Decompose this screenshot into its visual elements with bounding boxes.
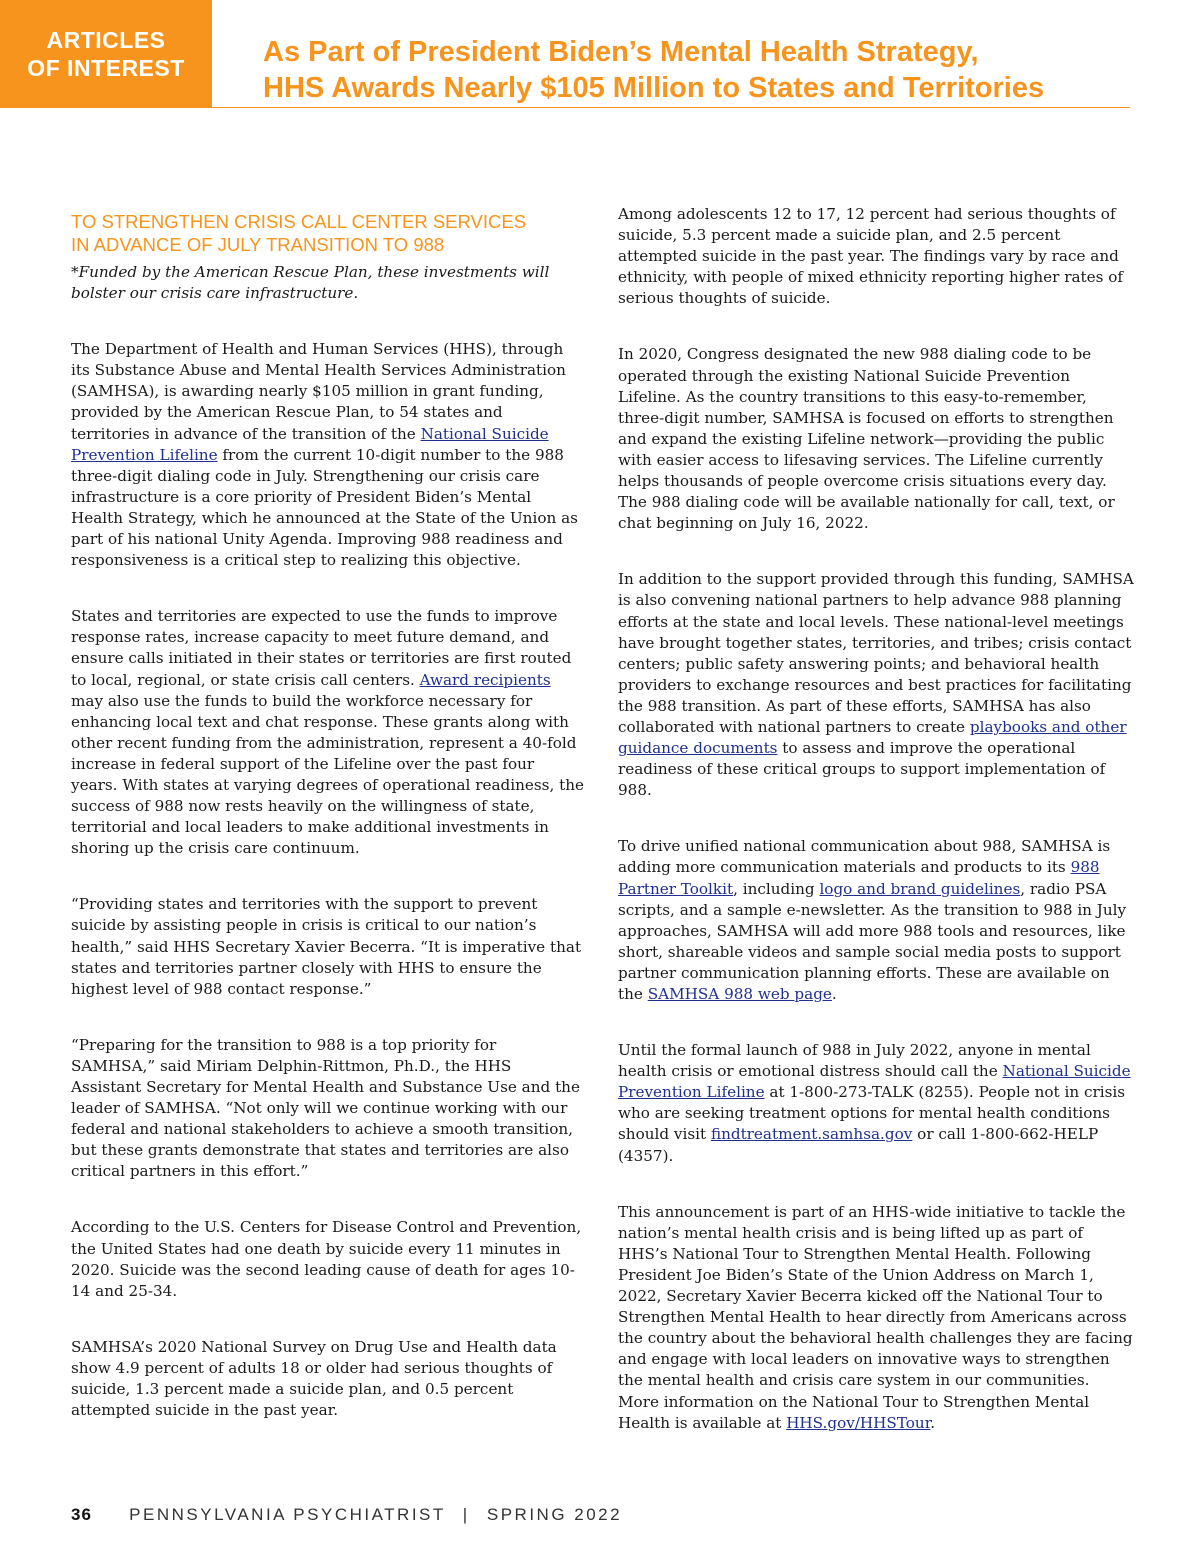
p12-text-a: This announcement is part of an HHS-wide initiative to tackle the nation’s mental health crisis and is being lifted up as part of HHS’s National Tour to Strengthen Mental Health. Following President Joe Biden’s State of the Union Address on March 1, 2022, Secretary Xavier Becerra kicked off the National Tour to Strengthen Mental Health to hear directly from Americans across the country about the behavioral health challenges they are facing and engage with local leaders on innovative ways to strengthen the mental health and crisis care system in our communities. More information on the National Tour to Strengthen Mental Health is available at (618, 1202, 1133, 1432)
paragraph-11 (618, 1040, 1134, 1167)
issue-name: SPRING 2022 (486, 1505, 623, 1524)
headline-line-1: As Part of President Biden’s Mental Health Strategy, (263, 36, 979, 68)
footer-separator: | (462, 1505, 470, 1524)
subheading-line-1: TO STRENGTHEN CRISIS CALL CENTER SERVICES (71, 211, 527, 232)
page-footer (71, 1505, 622, 1525)
section-tag-line-1: ARTICLES (46, 27, 166, 53)
p11-text-a: Until the formal launch of 988 in July 2022, anyone in mental health crisis or emotional distress should call the (618, 1041, 1091, 1081)
paragraph-12 (618, 1202, 1134, 1434)
p9-text-b: to assess and improve the operational readiness of these critical groups to support implementation of 988. (618, 739, 1106, 800)
deck-text: *Funded by the American Rescue Plan, these investments will bolster our crisis care infrastructure. (71, 263, 550, 303)
paragraph-1 (71, 339, 585, 571)
paragraph-6: SAMHSA’s 2020 National Survey on Drug Use and Health data show 4.9 percent of adults 18 or older had serious thoughts of suicide, 1.3 percent made a suicide plan, and 0.5 percent attempted suicide in the past year. (71, 1337, 557, 1420)
p10-text-b: , including (733, 879, 820, 898)
p9-text-a: In addition to the support provided through this funding, SAMHSA is also convening national partners to help advance 988 planning efforts at the state and local levels. These national-level meetings have brought together states, territories, and tribes; crisis contact centers; public safety answering points; and behavioral health providers to exchange resources and best practices for facilitating the 988 transition. As part of these efforts, SAMHSA has also collaborated with national partners to create (618, 570, 1134, 736)
p12-text-b: . (930, 1413, 936, 1432)
p10-text-d: . (831, 985, 837, 1003)
lifeline-link-2[interactable]: National Suicide Prevention Lifeline (618, 1062, 1131, 1102)
article-headline (263, 34, 1163, 106)
paragraph-5: According to the U.S. Centers for Disease Control and Prevention, the United States had one death by suicide every 11 minutes in 2020. Suicide was the second leading cause of death for ages 10-14 and 25-34. (71, 1218, 582, 1300)
p10-text-c: , radio PSA scripts, and a sample e-newsletter. As the transition to 988 in July approaches, SAMHSA will add more 988 tools and resources, like short, shareable videos and sample social media posts to support partner communication planning efforts. These are available on the (618, 879, 1127, 1003)
partner-toolkit-link[interactable]: 988 Partner Toolkit (618, 858, 1100, 898)
section-tag-line-2: OF INTEREST (27, 55, 185, 81)
award-recipients-link[interactable]: Award recipients (419, 670, 551, 689)
section-tag (0, 0, 212, 108)
p2-text-b: may also use the funds to build the workforce necessary for enhancing local text and chat response. These grants along with other recent funding from the administration, represent a 40-fold increase in federal support of the Lifeline over the past four years. With states at varying degrees of operational readiness, the success of 988 now rests heavily on the willingness of state, territorial and local leaders to make additional investments in shoring up the crisis care continuum. (71, 691, 585, 858)
p2-text-a: States and territories are expected to use the funds to improve response rates, increase capacity to meet future demand, and ensure calls initiated in their states or territories are first routed to local, regional, or state crisis call centers. (71, 607, 572, 689)
findtreatment-link[interactable]: findtreatment.samhsa.gov (710, 1125, 913, 1144)
paragraph-4: “Preparing for the transition to 988 is a top priority for SAMHSA,” said Miriam Delphin-Rittmon, Ph.D., the HHS Assistant Secretary for Mental Health and Substance Use and the leader of SAMHSA. “Not only will we continue working with our federal and national stakeholders to achieve a smooth transition, but these grants demonstrate that states and territories are also critical partners in this effort.” (71, 1035, 580, 1181)
p11-text-b: at 1-800-273-TALK (8255). People not in crisis who are seeking treatment options for mental health conditions should visit (618, 1083, 1126, 1144)
lifeline-link[interactable]: National Suicide Prevention Lifeline (71, 424, 549, 464)
paragraph-10 (618, 836, 1134, 1005)
subheading (71, 210, 585, 256)
left-column (71, 205, 585, 1456)
paragraph-2 (71, 606, 585, 859)
paragraph-7: Among adolescents 12 to 17, 12 percent had serious thoughts of suicide, 5.3 percent made a suicide plan, and 2.5 percent attempted suicide in the past year. The findings vary by race and ethnicity, with people of mixed ethnicity reporting higher rates of serious thoughts of suicide. (618, 205, 1124, 308)
p11-text-c: or call 1-800-662-HELP (4357). (618, 1125, 1099, 1165)
paragraph-8: In 2020, Congress designated the new 988 dialing code to be operated through the existing National Suicide Prevention Lifeline. As the country transitions to this easy-to-remember, three-digit number, SAMHSA is focused on efforts to strengthen and expand the existing Lifeline network—providing the public with easier access to lifesaving services. The Lifeline currently helps thousands of people overcome crisis situations every day. The 988 dialing code will be available nationally for call, text, or chat beginning on July 16, 2022. (618, 345, 1115, 533)
samhsa-988-page-link[interactable]: SAMHSA 988 web page (647, 985, 832, 1003)
headline-line-2: HHS Awards Nearly $105 Million to States and Territories (263, 72, 1045, 104)
headline-rule (212, 107, 1130, 108)
p1-text-b: from the current 10-digit number to the 988 three-digit dialing code in July. Strengthening our crisis care infrastructure is a core priority of President Biden’s Mental Health Strategy, which he announced at the State of the Union as part of his national Unity Agenda. Improving 988 readiness and responsiveness is a critical step to realizing this objective. (71, 445, 578, 570)
subheading-line-2: IN ADVANCE OF JULY TRANSITION TO 988 (71, 234, 445, 255)
p1-text-a: The Department of Health and Human Services (HHS), through its Substance Abuse and Mental Health Services Administration (SAMHSA), is awarding nearly $105 million in grant funding, provided by the American Rescue Plan, to 54 states and territories in advance of the transition of the (71, 340, 566, 443)
page-number: 36 (71, 1505, 92, 1524)
playbooks-link[interactable]: playbooks and other guidance documents (618, 717, 1127, 758)
hhs-tour-link[interactable]: HHS.gov/HHSTour (786, 1413, 931, 1432)
brand-guidelines-link[interactable]: logo and brand guidelines (819, 879, 1021, 898)
right-column (618, 204, 1134, 1469)
paragraph-3: “Providing states and territories with the support to prevent suicide by assisting people in crisis is critical to our nation’s health,” said HHS Secretary Xavier Becerra. “It is imperative that states and territories partner closely with HHS to ensure the highest level of 988 contact response.” (71, 895, 582, 998)
paragraph-9 (618, 569, 1134, 801)
p10-text-a: To drive unified national communication about 988, SAMHSA is adding more communication materials and products to its (618, 837, 1111, 877)
publication-name: PENNSYLVANIA PSYCHIATRIST (129, 1505, 446, 1524)
